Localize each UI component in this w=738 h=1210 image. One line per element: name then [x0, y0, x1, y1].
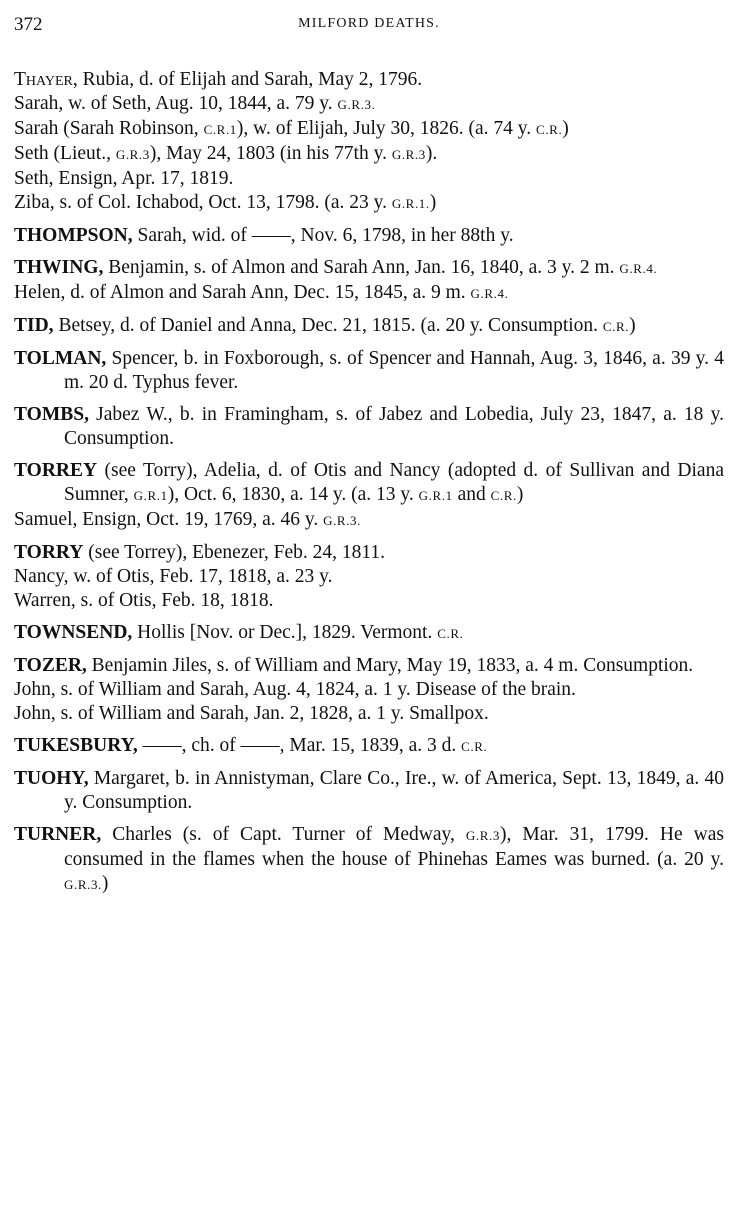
- page-number: 372: [14, 14, 43, 35]
- record-line: [14, 621, 724, 646]
- surname: TORREY: [14, 460, 98, 481]
- record-line: [14, 508, 724, 533]
- record-line: [14, 403, 724, 451]
- record-text: ), May 24, 1803 (in his 77th y.: [149, 143, 392, 164]
- source-code: G.R.3: [465, 828, 500, 843]
- entry-thwing: [14, 256, 724, 306]
- surname: TUKESBURY,: [14, 735, 138, 756]
- source-code: G.R.1.: [391, 196, 430, 211]
- surname: TOLMAN,: [14, 348, 107, 369]
- record-text: (see Torry), Adelia, d. of Otis and Nancy (adopted d. of Sullivan and Diana Sumner,: [64, 460, 724, 505]
- source-code: C.R.1: [203, 122, 237, 137]
- surname: TURNER,: [14, 824, 102, 845]
- record-text: and: [452, 484, 491, 505]
- record-line: [14, 823, 724, 897]
- entry-tombs: [14, 403, 724, 451]
- record-text: ): [562, 118, 569, 139]
- record-line: [14, 117, 724, 142]
- record-line: [14, 702, 724, 726]
- record-text: Helen, d. of Almon and Sarah Ann, Dec. 15, 1845, a. 9 m.: [14, 282, 471, 303]
- record-text: ): [101, 873, 109, 894]
- record-text: Spencer, b. in Foxborough, s. of Spencer and Hannah, Aug. 3, 1846, a. 39 y. 4 m. 20 d. Typhus fever.: [64, 348, 724, 393]
- record-text: Jabez W., b. in Framingham, s. of Jabez and Lobedia, July 23, 1847, a. 18 y. Consumption.: [64, 404, 724, 449]
- entry-tukesbury: [14, 734, 724, 759]
- record-line: [14, 541, 724, 565]
- record-text: Nancy, w. of Otis, Feb. 17, 1818, a. 23 y.: [14, 566, 333, 587]
- source-code: G.R.3.: [337, 97, 376, 112]
- record-line: [14, 589, 724, 613]
- record-text: ——, ch. of ——, Mar. 15, 1839, a. 3 d.: [137, 735, 462, 756]
- record-line: [14, 314, 724, 339]
- record-line: [14, 167, 724, 191]
- record-line: [14, 459, 724, 508]
- surname: Thayer: [14, 69, 73, 90]
- record-text: ): [629, 315, 636, 336]
- record-line: [14, 224, 724, 248]
- source-code: G.R.1: [418, 488, 453, 503]
- source-code: C.R.: [461, 739, 488, 754]
- source-code: G.R.1: [133, 488, 168, 503]
- record-text: ), Oct. 6, 1830, a. 14 y. (a. 13 y.: [167, 484, 419, 505]
- entry-townsend: [14, 621, 724, 646]
- surname: THWING,: [14, 257, 104, 278]
- entry-tuohy: [14, 767, 724, 815]
- source-code: C.R.: [437, 626, 464, 641]
- record-line: [14, 191, 724, 216]
- source-code: C.R.: [490, 488, 517, 503]
- source-code: G.R.4.: [619, 261, 658, 276]
- surname: TOMBS,: [14, 404, 89, 425]
- entry-thompson: [14, 224, 724, 248]
- record-line: [14, 281, 724, 306]
- record-line: [14, 678, 724, 702]
- record-text: Benjamin, s. of Almon and Sarah Ann, Jan. 16, 1840, a. 3 y. 2 m.: [103, 257, 620, 278]
- record-line: [14, 68, 724, 92]
- surname: TOWNSEND,: [14, 622, 133, 643]
- record-line: [14, 654, 724, 678]
- record-line: [14, 565, 724, 589]
- record-line: [14, 142, 724, 167]
- record-text: Ziba, s. of Col. Ichabod, Oct. 13, 1798. (a. 23 y.: [14, 192, 392, 213]
- record-text: (see Torrey), Ebenezer, Feb. 24, 1811.: [83, 542, 386, 563]
- entry-torry: [14, 541, 724, 613]
- record-text: Sarah, w. of Seth, Aug. 10, 1844, a. 79 y.: [14, 93, 338, 114]
- record-text: Betsey, d. of Daniel and Anna, Dec. 21, 1815. (a. 20 y. Consumption.: [53, 315, 603, 336]
- record-text: Hollis [Nov. or Dec.], 1829. Vermont.: [132, 622, 438, 643]
- source-code: C.R.: [602, 319, 630, 334]
- source-code: G.R.3.: [64, 877, 102, 892]
- record-text: Margaret, b. in Annistyman, Clare Co., Ire., w. of America, Sept. 13, 1849, a. 40 y. Consumption.: [64, 768, 724, 813]
- source-code: G.R.3: [391, 147, 426, 162]
- source-code: G.R.4.: [470, 286, 509, 301]
- record-text: , Rubia, d. of Elijah and Sarah, May 2, 1796.: [72, 69, 423, 90]
- record-line: [14, 734, 724, 759]
- entry-tozer: [14, 654, 724, 726]
- record-text: Sarah (Sarah Robinson,: [14, 118, 204, 139]
- source-code: G.R.3.: [323, 513, 361, 528]
- record-text: Seth (Lieut.,: [14, 143, 116, 164]
- record-text: Seth, Ensign, Apr. 17, 1819.: [14, 168, 234, 189]
- record-text: Benjamin Jiles, s. of William and Mary, May 19, 1833, a. 4 m. Consumption.: [86, 655, 694, 676]
- record-text: ): [516, 484, 524, 505]
- record-text: ): [429, 192, 437, 213]
- record-line: [14, 347, 724, 395]
- record-text: Warren, s. of Otis, Feb. 18, 1818.: [14, 590, 274, 611]
- record-text: John, s. of William and Sarah, Jan. 2, 1828, a. 1 y. Smallpox.: [14, 703, 489, 724]
- record-line: [14, 767, 724, 815]
- entry-tolman: [14, 347, 724, 395]
- surname: TOZER,: [14, 655, 87, 676]
- surname: TID,: [14, 315, 54, 336]
- record-text: John, s. of William and Sarah, Aug. 4, 1824, a. 1 y. Disease of the brain.: [14, 679, 576, 700]
- surname: THOMPSON,: [14, 225, 133, 246]
- record-text: ).: [425, 143, 438, 164]
- source-code: G.R.3: [115, 147, 150, 162]
- death-records: [14, 68, 724, 897]
- entry-turner: [14, 823, 724, 897]
- surname: TORRY: [14, 542, 84, 563]
- entry-thayer: [14, 68, 724, 216]
- record-text: ), w. of Elijah, July 30, 1826. (a. 74 y.: [236, 118, 537, 139]
- record-text: Charles (s. of Capt. Turner of Medway,: [101, 824, 466, 845]
- source-code: C.R.: [536, 122, 563, 137]
- page-header: [14, 8, 724, 42]
- running-title: MILFORD DEATHS.: [298, 16, 440, 31]
- surname: TUOHY,: [14, 768, 89, 789]
- entry-tid: [14, 314, 724, 339]
- record-text: Sarah, wid. of ——, Nov. 6, 1798, in her 88th y.: [132, 225, 514, 246]
- record-text: Samuel, Ensign, Oct. 19, 1769, a. 46 y.: [14, 509, 324, 530]
- record-text: ), Mar. 31, 1799. He was consumed in the flames when the house of Phinehas Eames was burned. (a. 20 y.: [64, 824, 725, 870]
- record-line: [14, 256, 724, 281]
- record-line: [14, 92, 724, 117]
- entry-torrey: [14, 459, 724, 533]
